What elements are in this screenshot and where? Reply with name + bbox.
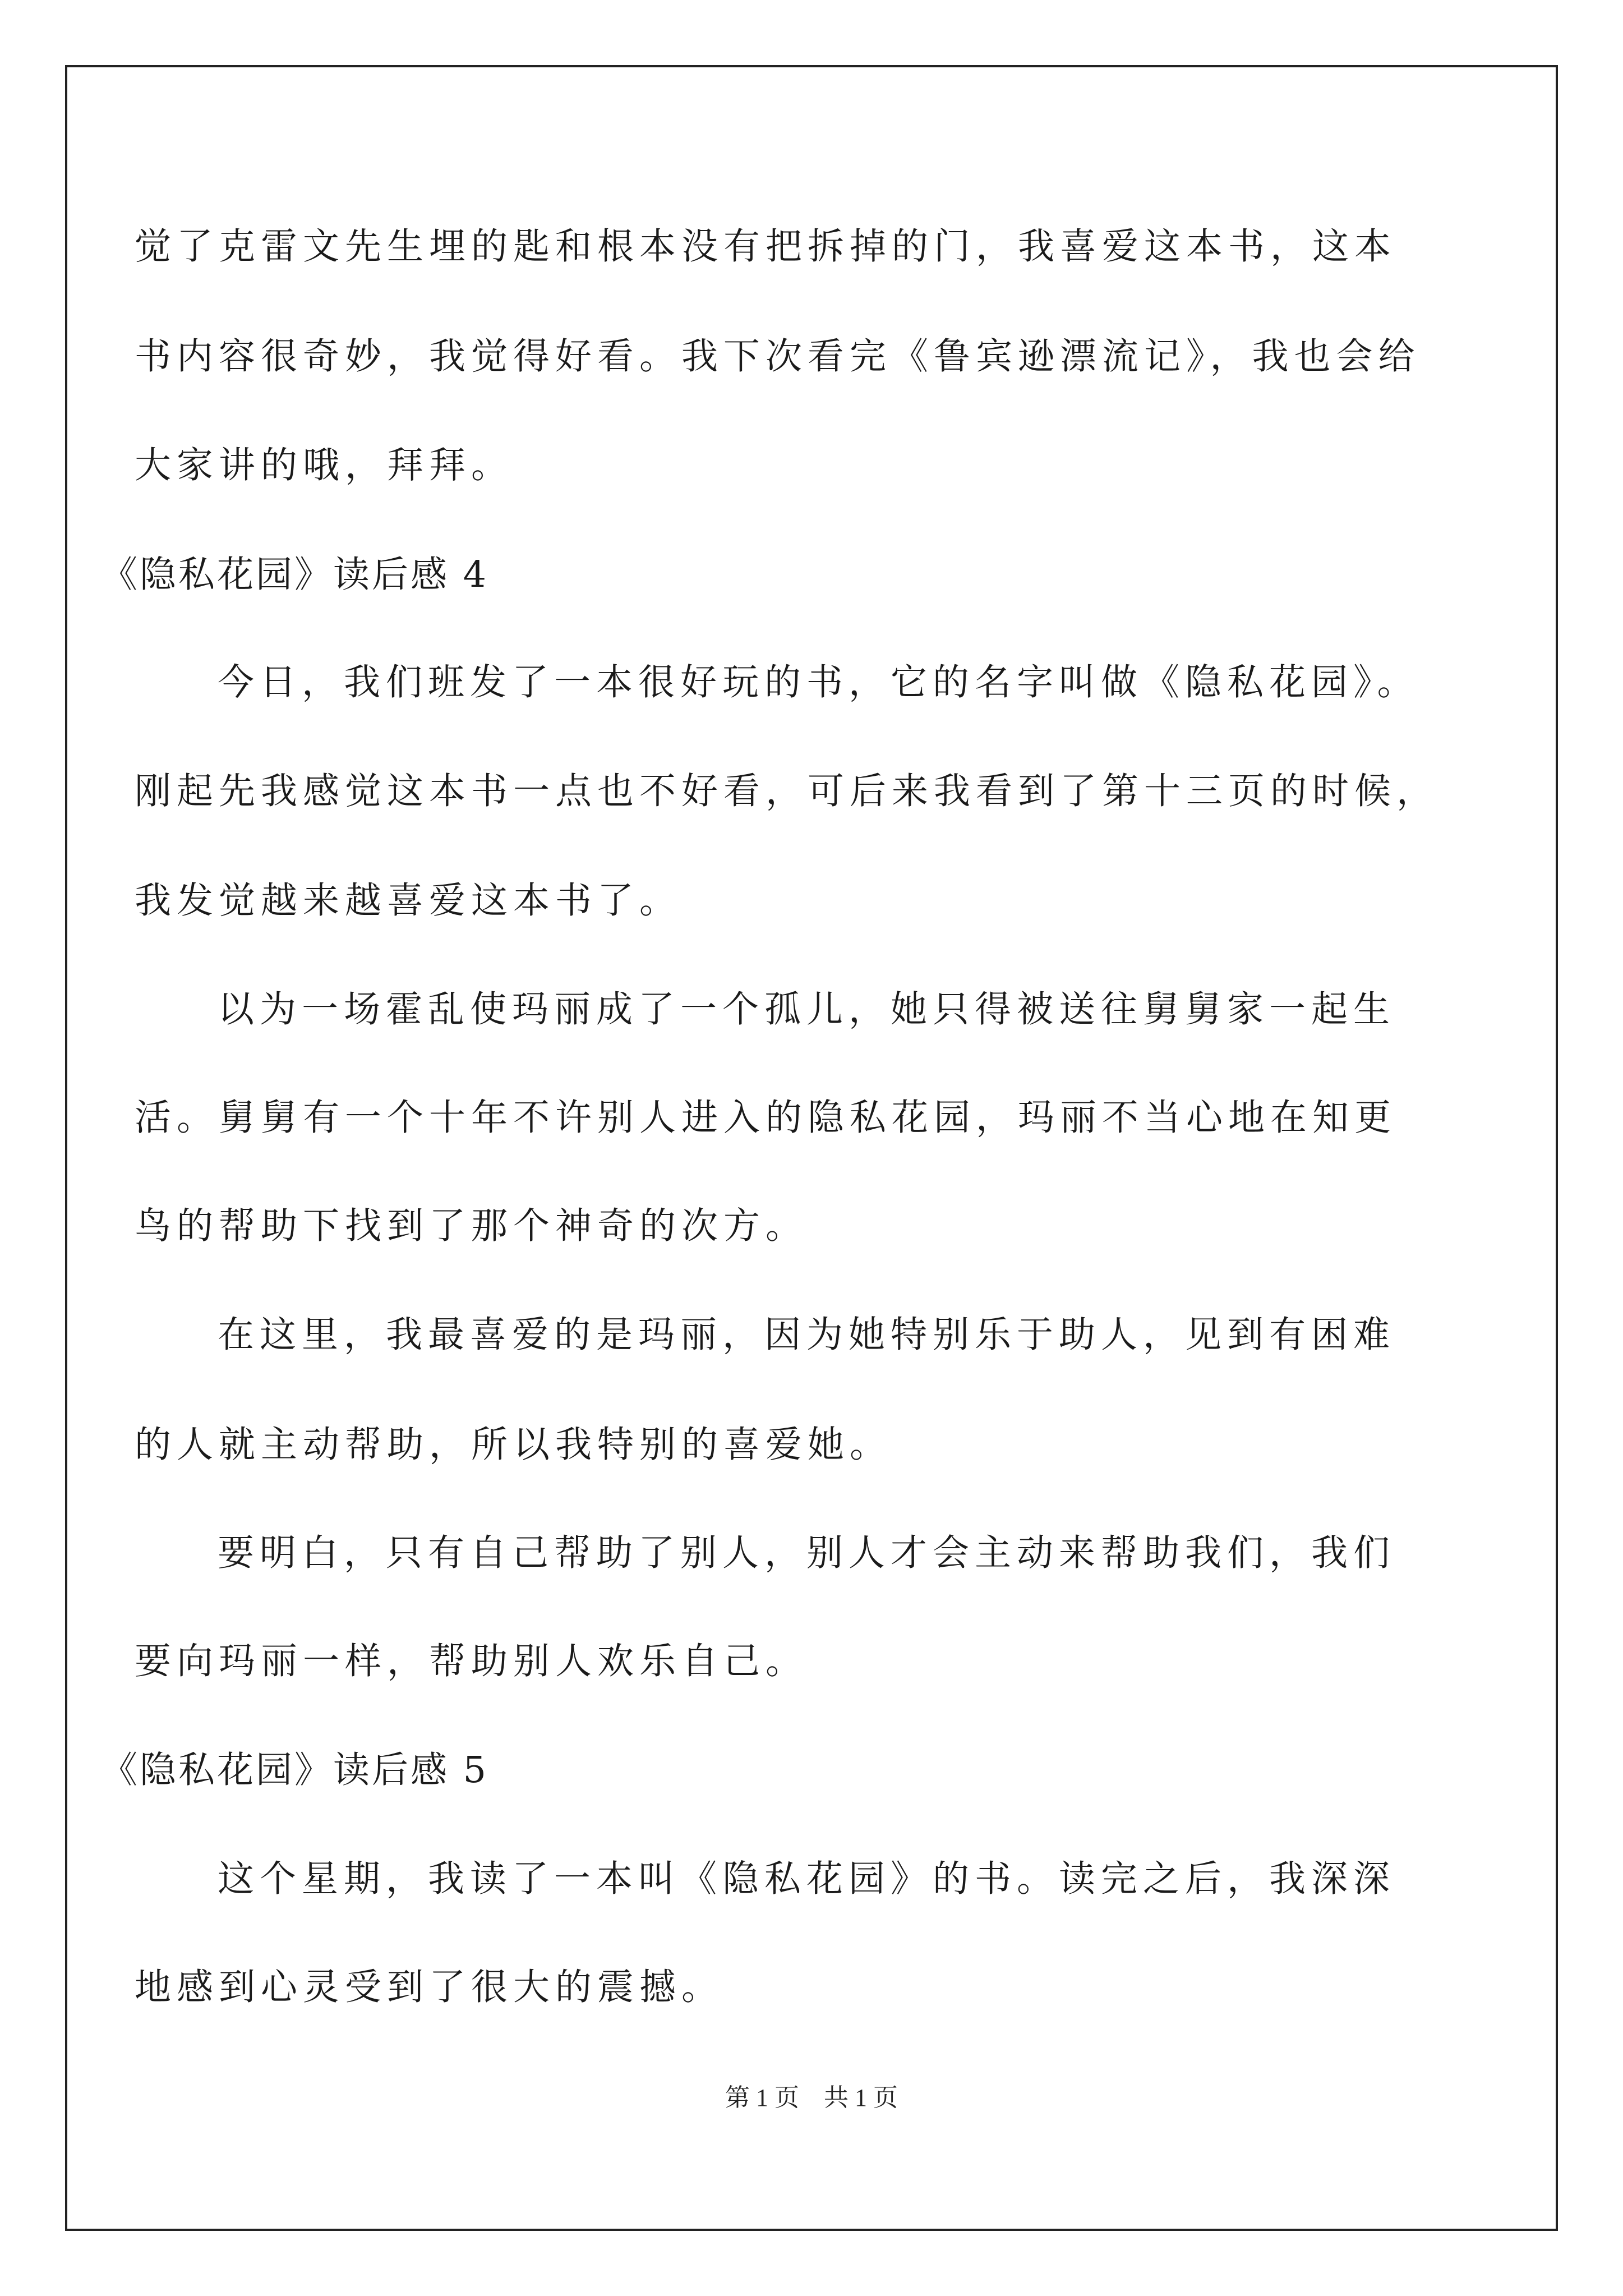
body-text-line: 我发觉越来越喜爱这本书了。 — [135, 880, 682, 922]
section-heading: 《隐私花园》读后感 5 — [101, 1749, 489, 1791]
body-text-line: 大家讲的哦，拜拜。 — [135, 444, 514, 486]
body-text-line: 书内容很奇妙，我觉得好看。我下次看完《鲁宾逊漂流记》，我也会给 — [135, 335, 1421, 378]
page-border — [65, 65, 1558, 2231]
body-text-line: 刚起先我感觉这本书一点也不好看，可后来我看到了第十三页的时候， — [135, 770, 1439, 812]
page-number-footer: 第 1 页 共 1 页 — [725, 2084, 898, 2111]
body-text-line: 鸟的帮助下找到了那个神奇的次方。 — [135, 1205, 808, 1247]
body-text-line: 的人就主动帮助，所以我特别的喜爱她。 — [135, 1424, 892, 1466]
paragraph-first-line: 这个星期，我读了一本叫《隐私花园》的书。读完之后，我深深 — [218, 1858, 1396, 1900]
body-text-line: 地感到心灵受到了很大的震撼。 — [135, 1966, 724, 2008]
paragraph-first-line: 今日，我们班发了一本很好玩的书，它的名字叫做《隐私花园》。 — [218, 661, 1419, 703]
section-heading: 《隐私花园》读后感 4 — [101, 554, 489, 596]
body-text-line: 觉了克雷文先生埋的匙和根本没有把拆掉的门，我喜爱这本书，这本 — [135, 226, 1397, 268]
body-text-line: 活。舅舅有一个十年不许别人进入的隐私花园，玛丽不当心地在知更 — [135, 1097, 1397, 1139]
body-text-line: 要向玛丽一样，帮助别人欢乐自己。 — [135, 1640, 808, 1682]
paragraph-first-line: 在这里，我最喜爱的是玛丽，因为她特别乐于助人，见到有困难 — [218, 1314, 1396, 1356]
paragraph-first-line: 以为一场霍乱使玛丽成了一个孤儿，她只得被送往舅舅家一起生 — [218, 988, 1396, 1030]
paragraph-first-line: 要明白，只有自己帮助了别人，别人才会主动来帮助我们，我们 — [218, 1532, 1396, 1574]
